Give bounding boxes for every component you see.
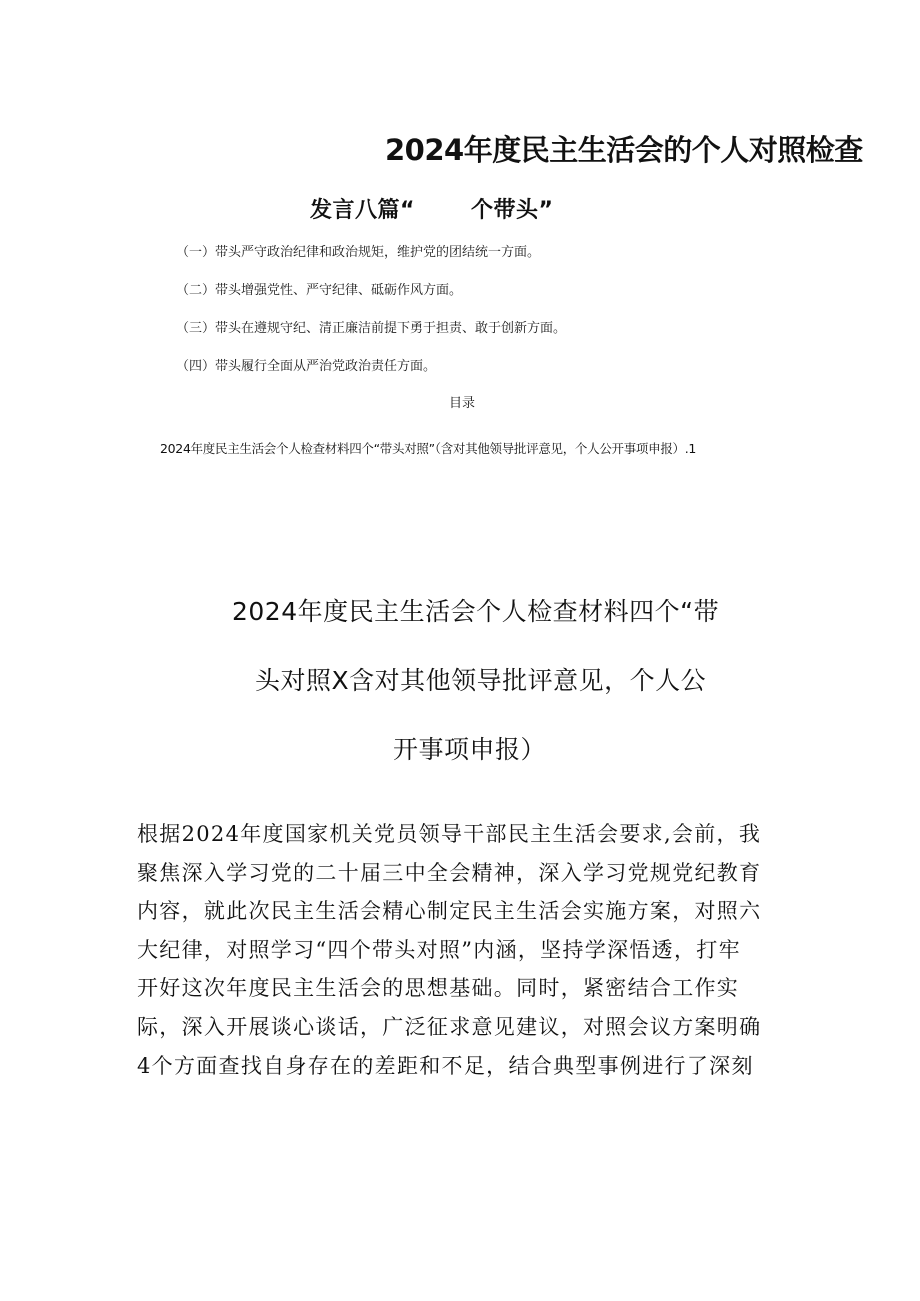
body-line: 际，深入开展谈心谈话，广泛征求意见建议，对照会议方案明确	[137, 1014, 762, 1039]
document-title-line-1: 2024年度民主生活会的个人对照检查	[385, 133, 863, 167]
document-title-line-2	[310, 193, 553, 224]
body-line: 4个方面查找自身存在的差距和不足，结合典型事例进行了深刻	[137, 1053, 754, 1078]
point-item-3: （三）带头在遵规守纪、清正廉洁前提下勇于担责、敢于创新方面。	[176, 321, 567, 336]
title-line-2-right: 个带头”	[470, 198, 554, 223]
body-line: 根据2024年度国家机关党员领导干部民主生活会要求,会前，我	[137, 822, 762, 846]
point-item-1: （一）带头严守政治纪律和政治规矩，维护党的团结统一方面。	[176, 245, 541, 260]
toc-entry[interactable]: 2024年度民主生活会个人检查材料四个“带头对照”（含对其他领导批评意见，个人公开事项申报）.1	[160, 441, 697, 456]
body-paragraph	[137, 815, 797, 1085]
section-title-line-2: 头对照X含对其他领导批评意见，个人公	[255, 666, 707, 695]
body-line: 大纪律，对照学习“四个带头对照”内涵，坚持学深悟透，打牢	[137, 937, 741, 962]
point-item-2: （二）带头增强党性、严守纪律、砥砺作风方面。	[176, 283, 463, 298]
body-line: 内容，就此次民主生活会精心制定民主生活会实施方案，对照六	[137, 899, 762, 924]
section-title-line-3: 开事项申报）	[393, 735, 547, 764]
body-line: 开好这次年度民主生活会的思想基础。同时，紧密结合工作实	[137, 976, 740, 1001]
body-line: 聚焦深入学习党的二十届三中全会精神，深入学习党规党纪教育	[137, 860, 762, 885]
toc-heading: 目录	[449, 396, 476, 411]
title-line-2-left: 发言八篇“	[310, 198, 415, 223]
point-item-4: （四）带头履行全面从严治党政治责任方面。	[176, 359, 437, 374]
section-title-line-1: 2024年度民主生活会个人检查材料四个“带	[232, 597, 720, 626]
